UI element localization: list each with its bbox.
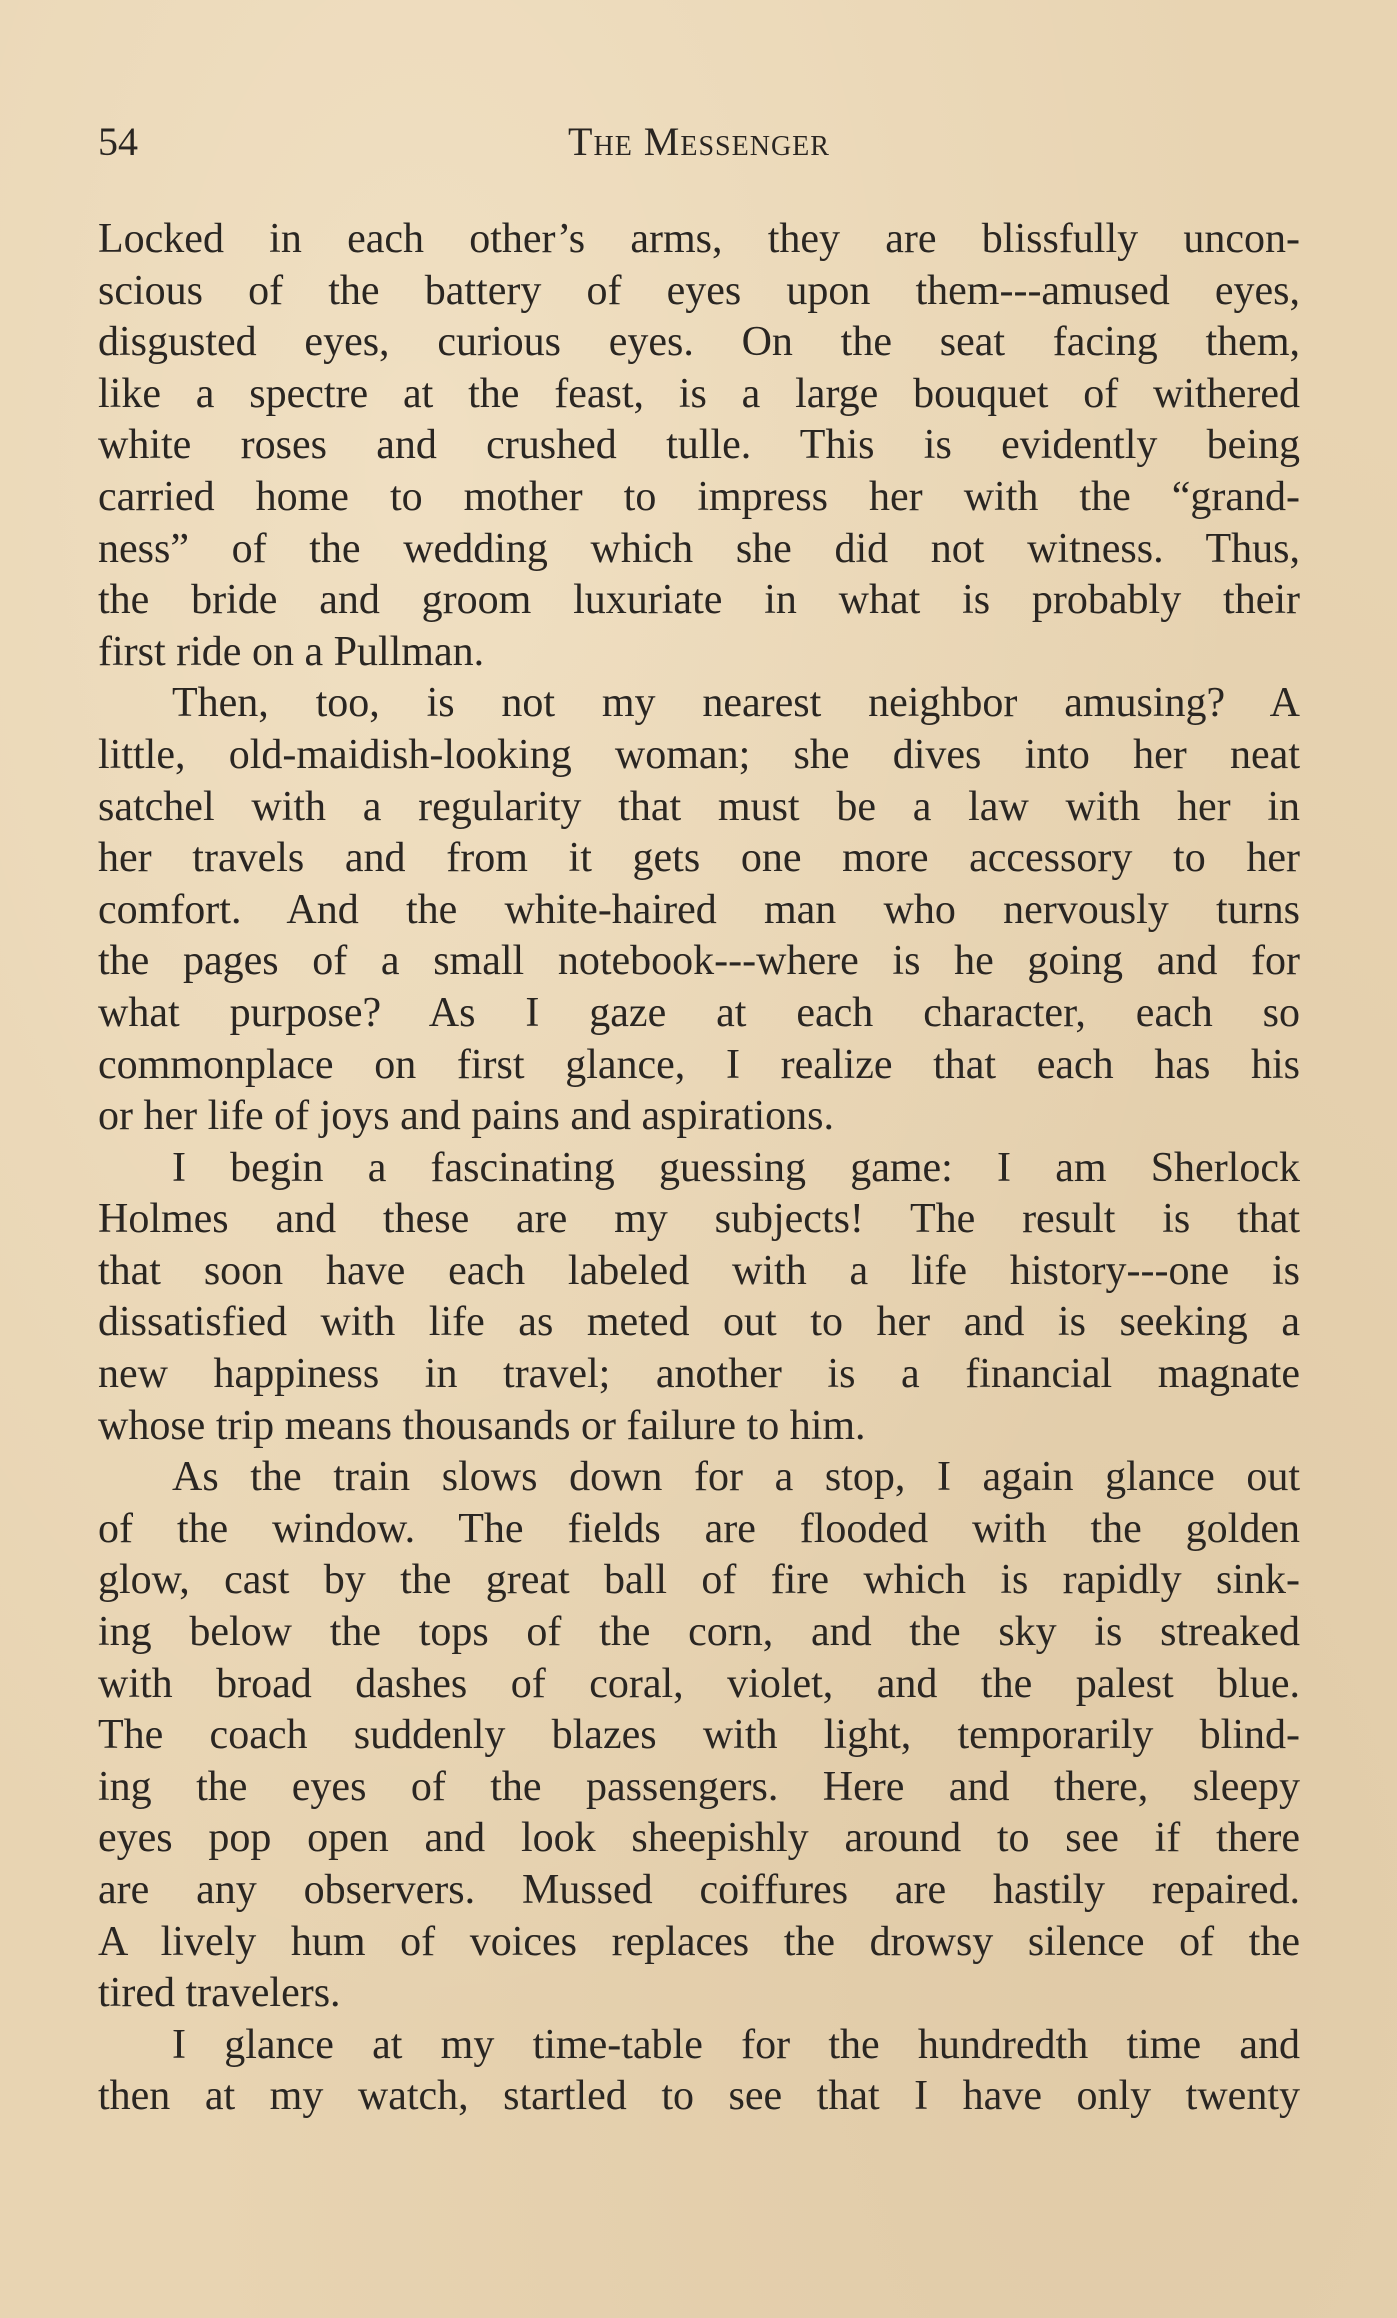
text-line: tired travelers. [98,1970,341,2017]
paragraph [98,2020,1300,2123]
text-line: whose trip means thousands or failure to him. [98,1402,866,1449]
text-line: new happiness in travel; another is a financial magnate [98,1351,1300,1398]
text-line: ing the eyes of the passengers. Here and there, sleepy [98,1763,1300,1810]
paragraph [98,678,1300,1142]
text-line: first ride on a Pullman. [98,628,485,675]
text-line: that soon have each labeled with a life history---one is [98,1247,1300,1294]
text-line: the pages of a small notebook---where is he going and for [98,938,1300,985]
running-title: The Messenger [568,119,830,164]
text-line: As the train slows down for a stop, I again glance out [172,1454,1300,1501]
text-line: then at my watch, startled to see that I have only twenty [98,2073,1300,2120]
text-line: comfort. And the white-haired man who nervously turns [98,886,1300,933]
text-line: dissatisfied with life as meted out to her and is seeking a [98,1299,1300,1346]
text-line: Then, too, is not my nearest neighbor amusing? A [172,680,1300,727]
text-line: ness” of the wedding which she did not witness. Thus, [98,525,1300,572]
text-line: A lively hum of voices replaces the drowsy silence of the [98,1918,1300,1965]
text-line: or her life of joys and pains and aspirations. [98,1093,834,1140]
text-line: glow, cast by the great ball of fire which is rapidly sink- [98,1557,1300,1604]
page-header [98,112,1300,172]
text-line: ing below the tops of the corn, and the sky is streaked [98,1609,1300,1656]
text-line: white roses and crushed tulle. This is evidently being [98,422,1300,469]
text-line: are any observers. Mussed coiffures are hastily repaired. [98,1867,1300,1913]
text-line: carried home to mother to impress her with the “grand- [98,473,1300,520]
text-line: what purpose? As I gaze at each character, each so [98,989,1300,1036]
page-number: 54 [98,119,138,164]
text-line: the bride and groom luxuriate in what is probably their [98,577,1300,624]
text-line: little, old-maidish-looking woman; she dives into her neat [98,731,1300,778]
paragraph [98,1452,1300,2020]
text-line: The coach suddenly blazes with light, temporarily blind- [98,1712,1300,1759]
text-line: scious of the battery of eyes upon them---amused eyes, [98,267,1300,314]
text-line: commonplace on first glance, I realize that each has his [98,1041,1300,1088]
paragraph [98,1143,1300,1453]
text-line: of the window. The fields are flooded with the golden [98,1505,1300,1552]
text-line: disgusted eyes, curious eyes. On the seat facing them, [98,319,1300,366]
text-line: like a spectre at the feast, is a large bouquet of withered [98,370,1300,417]
body-text [98,214,1300,2123]
paragraph [98,214,1300,678]
text-line: Locked in each other’s arms, they are blissfully uncon- [98,216,1300,262]
text-line: Holmes and these are my subjects! The result is that [98,1196,1300,1243]
text-line: with broad dashes of coral, violet, and the palest blue. [98,1660,1300,1707]
text-line: eyes pop open and look sheepishly around to see if there [98,1815,1300,1862]
text-line: I begin a fascinating guessing game: I am Sherlock [172,1144,1300,1191]
text-line: her travels and from it gets one more accessory to her [98,835,1300,882]
text-line: satchel with a regularity that must be a law with her in [98,783,1300,830]
text-line: I glance at my time-table for the hundredth time and [172,2021,1300,2068]
